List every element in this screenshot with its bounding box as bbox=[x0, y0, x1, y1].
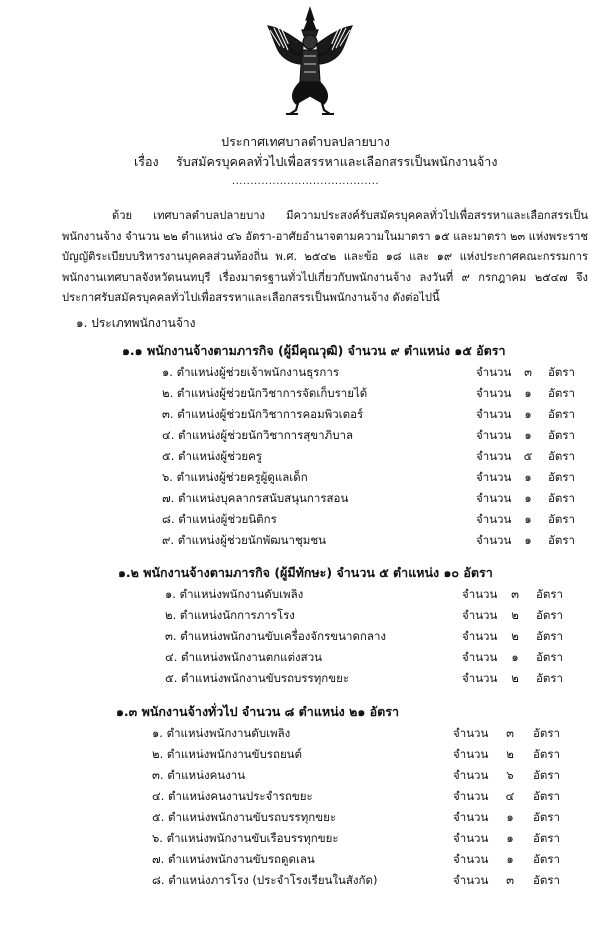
quantity-label: จำนวน bbox=[476, 407, 512, 421]
quantity-value: ๕ bbox=[523, 449, 533, 463]
position-name: ๓. ตำแหน่งผู้ช่วยนักวิชาการคอมพิวเตอร์ bbox=[162, 407, 364, 421]
quantity-value: ๓ bbox=[506, 873, 514, 887]
quantity-label: จำนวน bbox=[476, 365, 512, 379]
position-name: ๘. ตำแหน่งภารโรง (ประจำโรงเรียนในสังกัด) bbox=[152, 873, 378, 887]
group-heading: ๑.๓ พนักงานจ้างทั่วไป จำนวน ๘ ตำแหน่ง ๒๑ อัตรา bbox=[116, 704, 399, 719]
position-row bbox=[0, 744, 611, 765]
unit-label: อัตรา bbox=[533, 852, 561, 866]
unit-label: อัตรา bbox=[533, 726, 561, 740]
unit-label: อัตรา bbox=[533, 747, 561, 761]
unit-label: อัตรา bbox=[548, 512, 576, 526]
section-heading: ๑. ประเภทพนักงานจ้าง bbox=[76, 316, 196, 330]
unit-label: อัตรา bbox=[533, 831, 561, 845]
garuda-emblem-icon bbox=[262, 6, 358, 122]
quantity-value: ๓ bbox=[511, 587, 519, 601]
quantity-label: จำนวน bbox=[462, 608, 498, 622]
unit-label: อัตรา bbox=[548, 449, 576, 463]
position-name: ๓. ตำแหน่งพนักงานขับเครื่องจักรขนาดกลาง bbox=[165, 629, 387, 643]
position-list bbox=[0, 362, 611, 551]
quantity-value: ๑ bbox=[524, 386, 532, 400]
unit-label: อัตรา bbox=[536, 587, 564, 601]
quantity-label: จำนวน bbox=[476, 449, 512, 463]
quantity-label: จำนวน bbox=[476, 512, 512, 526]
position-row bbox=[0, 362, 611, 383]
position-row bbox=[0, 530, 611, 551]
position-name: ๖. ตำแหน่งผู้ช่วยครูผู้ดูแลเด็ก bbox=[162, 470, 308, 484]
unit-label: อัตรา bbox=[548, 407, 576, 421]
quantity-value: ๑ bbox=[506, 810, 514, 824]
unit-label: อัตรา bbox=[548, 470, 576, 484]
position-row bbox=[0, 849, 611, 870]
unit-label: อัตรา bbox=[533, 768, 561, 782]
quantity-label: จำนวน bbox=[453, 873, 489, 887]
position-row bbox=[0, 584, 611, 605]
quantity-value: ๑ bbox=[524, 491, 532, 505]
quantity-value: ๑ bbox=[524, 407, 532, 421]
quantity-value: ๒ bbox=[511, 671, 519, 685]
unit-label: อัตรา bbox=[533, 873, 561, 887]
subject-label: เรื่อง bbox=[134, 154, 159, 169]
position-row bbox=[0, 807, 611, 828]
quantity-label: จำนวน bbox=[453, 810, 489, 824]
quantity-value: ๑ bbox=[506, 831, 514, 845]
group-heading: ๑.๒ พนักงานจ้างตามภารกิจ (ผู้มีทักษะ) จำนวน ๕ ตำแหน่ง ๑๐ อัตรา bbox=[118, 565, 493, 580]
position-list bbox=[0, 584, 611, 689]
position-name: ๕. ตำแหน่งพนักงานขับรถบรรทุกขยะ bbox=[165, 671, 350, 685]
position-row bbox=[0, 488, 611, 509]
position-row bbox=[0, 383, 611, 404]
quantity-value: ๑ bbox=[506, 852, 514, 866]
announcement-subject bbox=[134, 153, 497, 171]
quantity-label: จำนวน bbox=[476, 533, 512, 547]
position-row bbox=[0, 509, 611, 530]
quantity-label: จำนวน bbox=[476, 428, 512, 442]
quantity-value: ๑ bbox=[524, 512, 532, 526]
position-name: ๒. ตำแหน่งพนักงานขับรถยนต์ bbox=[152, 747, 303, 761]
quantity-value: ๒ bbox=[506, 747, 514, 761]
position-list bbox=[0, 723, 611, 891]
quantity-label: จำนวน bbox=[453, 747, 489, 761]
position-row bbox=[0, 647, 611, 668]
unit-label: อัตรา bbox=[536, 608, 564, 622]
quantity-value: ๓ bbox=[506, 726, 514, 740]
unit-label: อัตรา bbox=[548, 386, 576, 400]
quantity-value: ๒ bbox=[511, 629, 519, 643]
quantity-label: จำนวน bbox=[462, 650, 498, 664]
unit-label: อัตรา bbox=[548, 365, 576, 379]
separator: ........................................ bbox=[231, 176, 380, 187]
position-name: ๗. ตำแหน่งบุคลากรสนับสนุนการสอน bbox=[162, 491, 349, 505]
quantity-value: ๑ bbox=[524, 533, 532, 547]
quantity-value: ๑ bbox=[511, 650, 519, 664]
unit-label: อัตรา bbox=[533, 810, 561, 824]
position-row bbox=[0, 723, 611, 744]
position-name: ๓. ตำแหน่งคนงาน bbox=[152, 768, 246, 782]
position-name: ๔. ตำแหน่งพนักงานตกแต่งสวน bbox=[165, 650, 323, 664]
quantity-value: ๔ bbox=[505, 789, 515, 803]
quantity-label: จำนวน bbox=[453, 789, 489, 803]
quantity-label: จำนวน bbox=[476, 470, 512, 484]
quantity-label: จำนวน bbox=[476, 386, 512, 400]
quantity-label: จำนวน bbox=[462, 629, 498, 643]
position-row bbox=[0, 765, 611, 786]
quantity-value: ๖ bbox=[506, 768, 514, 782]
position-row bbox=[0, 404, 611, 425]
position-row bbox=[0, 605, 611, 626]
position-name: ๒. ตำแหน่งนักการภารโรง bbox=[165, 608, 295, 622]
announcement-title: ประกาศเทศบาลตำบลปลายบาง bbox=[221, 134, 390, 149]
subject-text: รับสมัครบุคคลทั่วไปเพื่อสรรหาและเลือกสรรเป็นพนักงานจ้าง bbox=[175, 154, 498, 169]
group-heading: ๑.๑ พนักงานจ้างตามภารกิจ (ผู้มีคุณวุฒิ) จำนวน ๙ ตำแหน่ง ๑๕ อัตรา bbox=[122, 343, 506, 358]
position-row bbox=[0, 668, 611, 689]
position-name: ๙. ตำแหน่งผู้ช่วยนักพัฒนาชุมชน bbox=[162, 533, 327, 547]
position-name: ๔. ตำแหน่งผู้ช่วยนักวิชาการสุขาภิบาล bbox=[162, 428, 354, 442]
quantity-label: จำนวน bbox=[453, 768, 489, 782]
position-name: ๑. ตำแหน่งพนักงานดับเพลิง bbox=[165, 587, 304, 601]
quantity-value: ๒ bbox=[511, 608, 519, 622]
position-name: ๑. ตำแหน่งพนักงานดับเพลิง bbox=[152, 726, 291, 740]
intro-paragraph: ด้วย เทศบาลตำบลปลายบาง มีความประสงค์รับสมัครบุคคลทั่วไปเพื่อสรรหาและเลือกสรรเป็นพนักงานจ้าง จำนวน ๒๒ ตำแหน่ง ๔๖ อัตรา-อาศัยอำนาจตามความในมาตรา ๑๕ และมาตรา ๒๓ แห่งพระราชบัญญัติระเบียบบริหารงานบุคคลส่วนท้องถิ่น พ.ศ. ๒๕๔๒ และข้อ ๑๘ และ ๑๙ แห่งประกาศคณะกรรมการพนักงานเทศบาลจังหวัดนนทบุรี เรื่องมาตรฐานทั่วไปเกี่ยวกับพนักงานจ้าง ลงวันที่ ๙ กรกฎาคม ๒๕๔๗ จึงประกาศรับสมัครบุคคลทั่วไปเพื่อสรรหาและเลือกสรรเป็นพนักงานจ้าง ดังต่อไปนี้ bbox=[62, 209, 588, 304]
quantity-label: จำนวน bbox=[476, 491, 512, 505]
quantity-label: จำนวน bbox=[462, 587, 498, 601]
position-name: ๕. ตำแหน่งพนักงานขับรถบรรทุกขยะ bbox=[152, 810, 337, 824]
quantity-value: ๑ bbox=[524, 428, 532, 442]
position-name: ๔. ตำแหน่งคนงานประจำรถขยะ bbox=[152, 789, 313, 803]
unit-label: อัตรา bbox=[548, 491, 576, 505]
position-row bbox=[0, 425, 611, 446]
position-name: ๖. ตำแหน่งพนักงานขับเรือบรรทุกขยะ bbox=[152, 831, 339, 845]
unit-label: อัตรา bbox=[536, 629, 564, 643]
position-row bbox=[0, 626, 611, 647]
unit-label: อัตรา bbox=[536, 671, 564, 685]
position-row bbox=[0, 467, 611, 488]
unit-label: อัตรา bbox=[548, 428, 576, 442]
position-name: ๑. ตำแหน่งผู้ช่วยเจ้าพนักงานธุรการ bbox=[162, 365, 340, 379]
unit-label: อัตรา bbox=[533, 789, 561, 803]
unit-label: อัตรา bbox=[548, 533, 576, 547]
quantity-label: จำนวน bbox=[453, 726, 489, 740]
position-row bbox=[0, 446, 611, 467]
quantity-value: ๑ bbox=[524, 470, 532, 484]
quantity-value: ๓ bbox=[524, 365, 532, 379]
quantity-label: จำนวน bbox=[453, 831, 489, 845]
quantity-label: จำนวน bbox=[462, 671, 498, 685]
position-row bbox=[0, 870, 611, 891]
position-name: ๒. ตำแหน่งผู้ช่วยนักวิชาการจัดเก็บรายได้ bbox=[162, 386, 368, 400]
position-name: ๘. ตำแหน่งผู้ช่วยนิติกร bbox=[162, 512, 277, 526]
quantity-label: จำนวน bbox=[453, 852, 489, 866]
position-row bbox=[0, 786, 611, 807]
position-row bbox=[0, 828, 611, 849]
position-name: ๕. ตำแหน่งผู้ช่วยครู bbox=[162, 449, 263, 463]
position-name: ๗. ตำแหน่งพนักงานขับรถดูดเลน bbox=[152, 852, 315, 866]
unit-label: อัตรา bbox=[536, 650, 564, 664]
